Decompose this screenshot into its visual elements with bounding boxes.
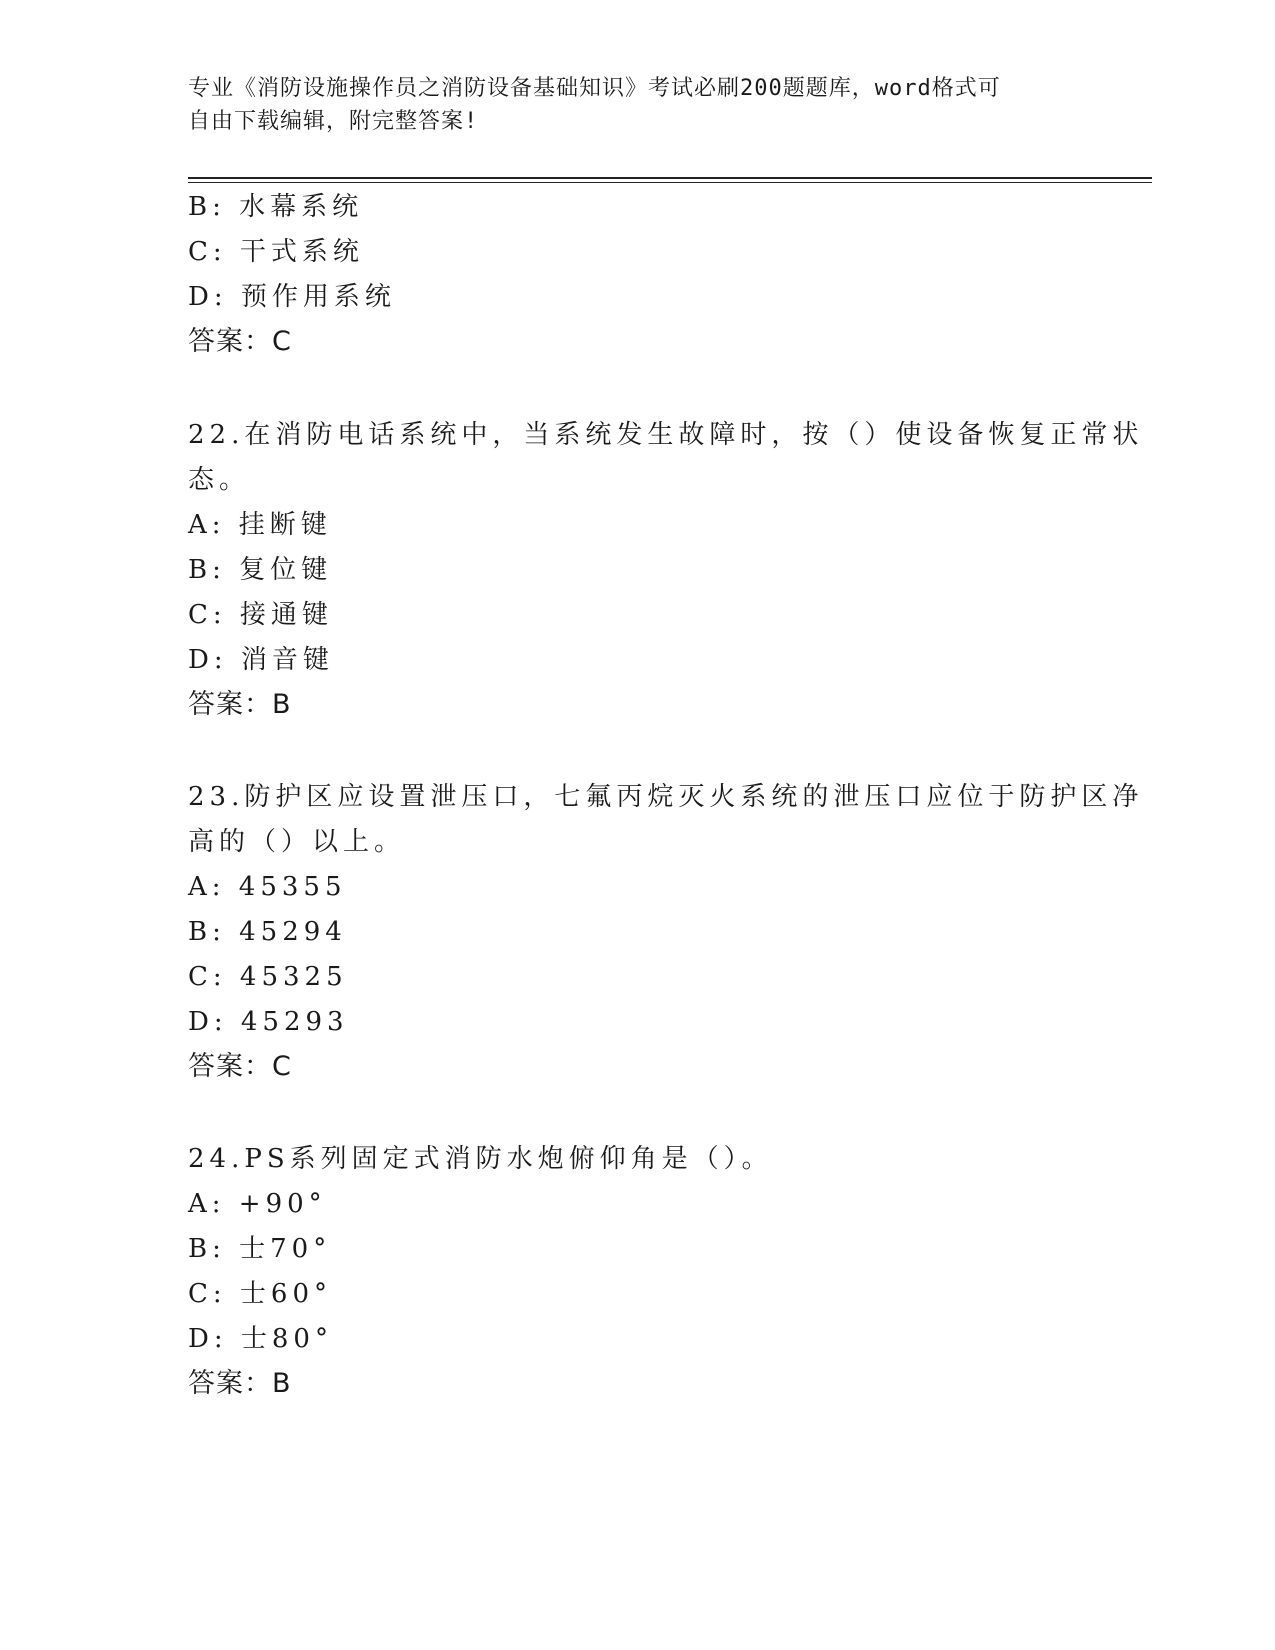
q23-answer: 答案：C [188,1051,292,1082]
q24-stem-line-1: 24.PS系列固定式消防水炮俯仰角是（）。 [188,1144,773,1174]
q24-option-b: B: 士70° [188,1234,332,1264]
q24-option-c: C: 士60° [188,1279,333,1309]
q22-option-b: B: 复位键 [188,555,333,585]
q24-option-a: A: +90° [188,1189,327,1219]
header-line-2: 自由下载编辑，附完整答案! [188,109,479,134]
q21-option-d: D: 预作用系统 [188,282,396,312]
q23-stem-line-1: 23.防护区应设置泄压口，七氟丙烷灭火系统的泄压口应位于防护区净 [188,782,1144,812]
q24-option-d: D: 士80° [188,1324,333,1354]
q24-answer: 答案：B [188,1368,292,1399]
header-divider-thick [188,177,1152,179]
q23-option-d: D: 45293 [188,1007,349,1037]
q22-stem-line-1: 22.在消防电话系统中，当系统发生故障时，按（）使设备恢复正常状 [188,420,1144,450]
q22-option-a: A: 挂断键 [188,510,332,540]
document-header [188,72,1088,138]
q22-option-c: C: 接通键 [188,600,333,630]
q23-option-b: B: 45294 [188,917,347,947]
q22-option-d: D: 消音键 [188,645,334,675]
q21-option-b: B: 水幕系统 [188,192,364,222]
q23-stem-line-2: 高的（）以上。 [188,827,406,857]
q21-answer: 答案：C [188,326,292,357]
header-divider-thin [188,182,1152,183]
q21-option-c: C: 干式系统 [188,237,364,267]
q23-option-a: A: 45355 [188,872,347,902]
q22-answer: 答案：B [188,689,292,720]
header-line-1: 专业《消防设施操作员之消防设备基础知识》考试必刷200题题库，word格式可 [188,76,1001,101]
q23-option-c: C: 45325 [188,962,348,992]
q22-stem-line-2: 态。 [188,465,251,495]
